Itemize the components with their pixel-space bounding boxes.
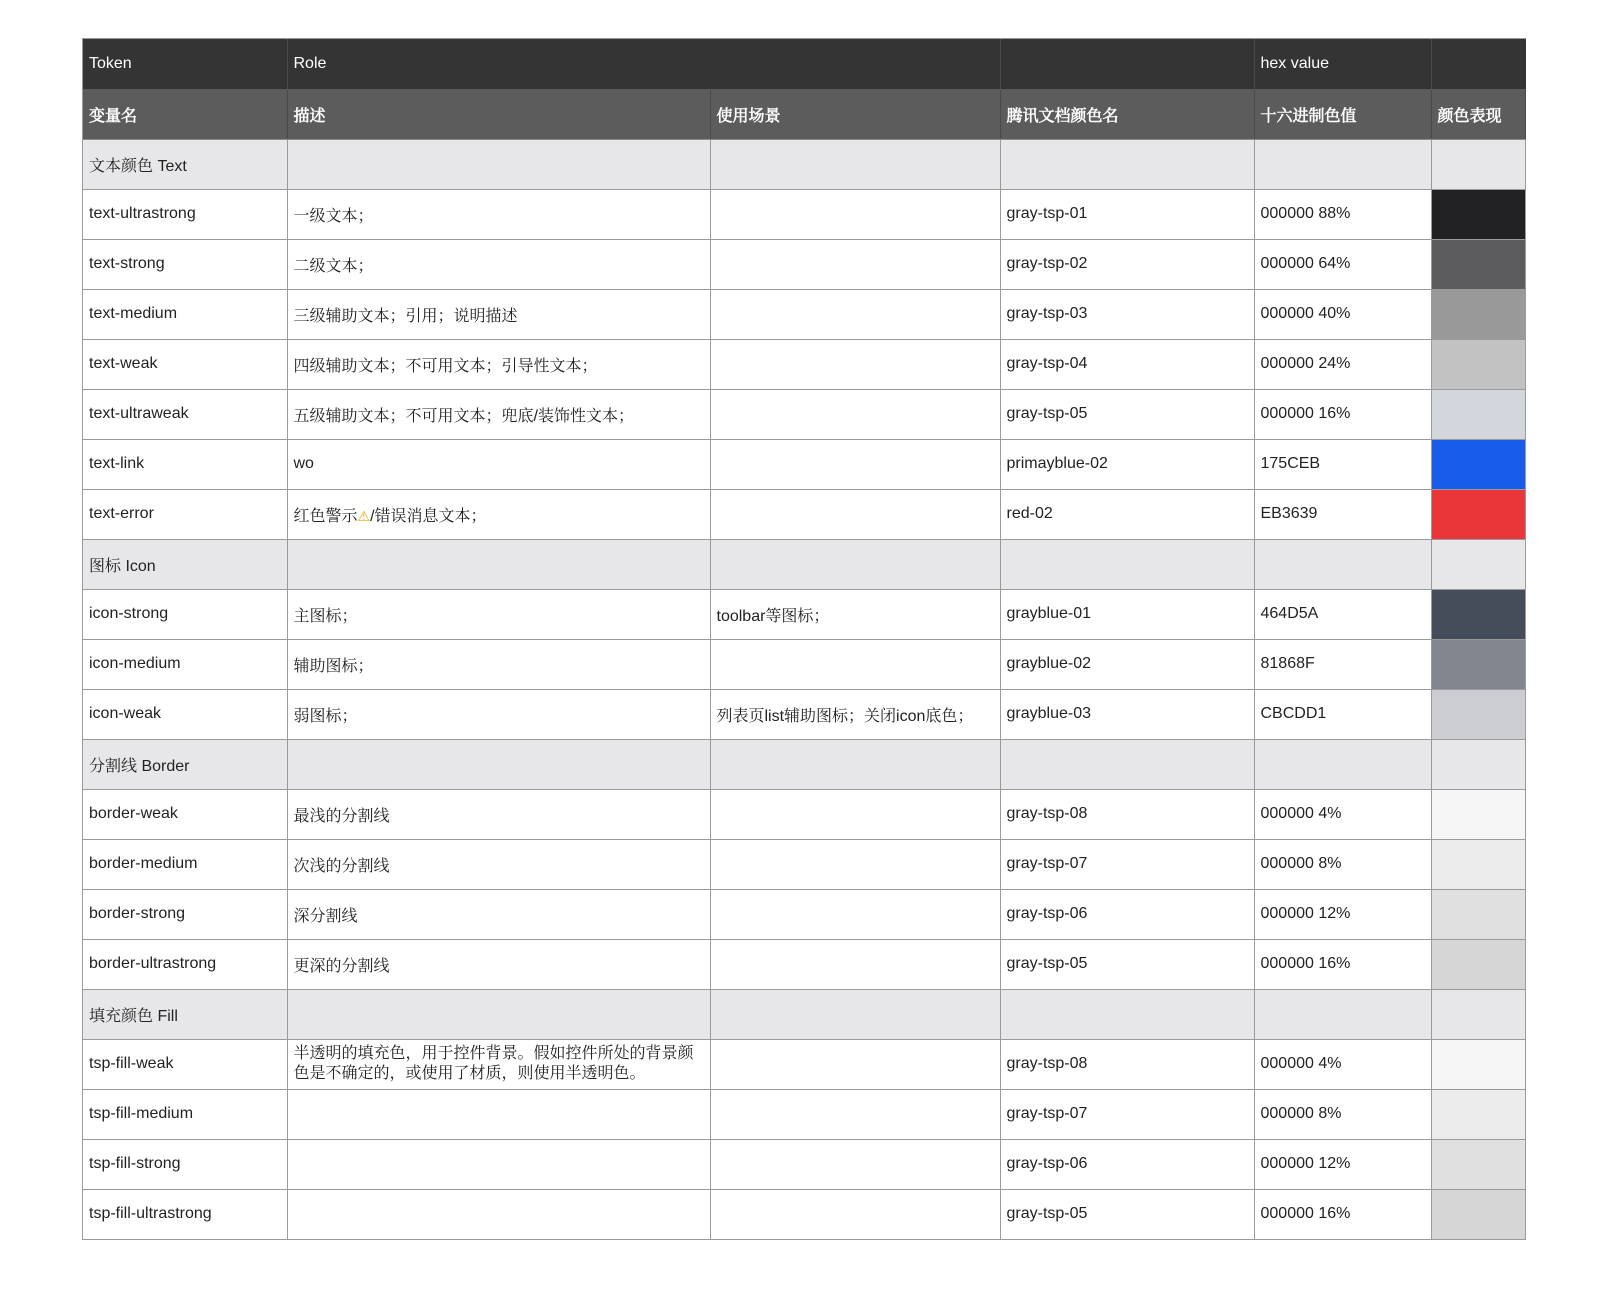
section-title: 文本颜色 Text [83,139,287,189]
hex-cell: 000000 16% [1254,939,1431,989]
usage-cell [710,789,1000,839]
table-row [83,1089,1525,1139]
section-empty-cell [1000,139,1254,189]
color-swatch [1431,1139,1525,1189]
token-cell: text-ultraweak [83,389,287,439]
usage-cell [710,1189,1000,1239]
desc-cell [287,1089,710,1139]
token-cell: tsp-fill-weak [83,1039,287,1089]
color-swatch [1431,189,1525,239]
section-empty-cell [1254,139,1431,189]
section-empty-cell [1431,989,1525,1039]
color-name-cell: gray-tsp-05 [1000,1189,1254,1239]
color-name-cell: grayblue-03 [1000,689,1254,739]
table-row [83,639,1525,689]
table-body [83,139,1525,1239]
usage-cell [710,339,1000,389]
hex-cell: 000000 4% [1254,789,1431,839]
desc-cell: 更深的分割线 [287,939,710,989]
section-empty-cell [287,739,710,789]
desc-cell [287,1189,710,1239]
token-cell: icon-strong [83,589,287,639]
table-row [83,789,1525,839]
color-swatch [1431,889,1525,939]
color-swatch [1431,289,1525,339]
desc-cell: 一级文本； [287,189,710,239]
hex-cell: 000000 24% [1254,339,1431,389]
section-empty-cell [710,989,1000,1039]
color-name-cell: gray-tsp-08 [1000,789,1254,839]
hex-cell: 175CEB [1254,439,1431,489]
warning-icon: ⚠ [357,507,371,524]
token-cell: border-strong [83,889,287,939]
token-cell: border-ultrastrong [83,939,287,989]
desc-cell: 深分割线 [287,889,710,939]
table-row [83,489,1525,539]
desc-cell [287,1139,710,1189]
table-row [83,589,1525,639]
section-empty-cell [710,139,1000,189]
header-blank [1000,39,1254,89]
header-row-english [83,39,1525,89]
usage-cell: toolbar等图标； [710,589,1000,639]
desc-cell: wo [287,439,710,489]
token-cell: text-medium [83,289,287,339]
color-name-cell: gray-tsp-06 [1000,1139,1254,1189]
color-name-cell: grayblue-02 [1000,639,1254,689]
color-name-cell: gray-tsp-02 [1000,239,1254,289]
color-name-cell: gray-tsp-07 [1000,1089,1254,1139]
hex-cell: 000000 16% [1254,389,1431,439]
color-name-cell: gray-tsp-06 [1000,889,1254,939]
color-swatch [1431,1089,1525,1139]
color-name-cell: gray-tsp-05 [1000,389,1254,439]
color-name-cell: gray-tsp-04 [1000,339,1254,389]
token-cell: icon-medium [83,639,287,689]
section-empty-cell [1431,139,1525,189]
token-cell: tsp-fill-strong [83,1139,287,1189]
header-var-name: 变量名 [83,89,287,139]
desc-cell: 五级辅助文本；不可用文本；兜底/装饰性文本； [287,389,710,439]
token-cell: text-error [83,489,287,539]
section-empty-cell [1254,739,1431,789]
hex-cell: 000000 88% [1254,189,1431,239]
section-row [83,539,1525,589]
section-title: 填充颜色 Fill [83,989,287,1039]
hex-cell: 000000 64% [1254,239,1431,289]
color-swatch [1431,339,1525,389]
header-usage: 使用场景 [710,89,1000,139]
section-row [83,139,1525,189]
hex-cell: 000000 8% [1254,839,1431,889]
section-title: 分割线 Border [83,739,287,789]
color-name-cell: red-02 [1000,489,1254,539]
token-cell: text-link [83,439,287,489]
usage-cell [710,289,1000,339]
color-token-table [83,39,1526,1239]
section-empty-cell [710,739,1000,789]
usage-cell [710,1039,1000,1089]
color-swatch [1431,439,1525,489]
table-row [83,1189,1525,1239]
table-row [83,1139,1525,1189]
table-row [83,239,1525,289]
color-swatch [1431,939,1525,989]
desc-cell: 次浅的分割线 [287,839,710,889]
usage-cell [710,189,1000,239]
hex-cell: 81868F [1254,639,1431,689]
color-name-cell: gray-tsp-03 [1000,289,1254,339]
header-hex: hex value [1254,39,1431,89]
usage-cell: 列表页list辅助图标；关闭icon底色； [710,689,1000,739]
usage-cell [710,239,1000,289]
usage-cell [710,389,1000,439]
section-empty-cell [1000,739,1254,789]
table-row [83,1039,1525,1089]
token-cell: tsp-fill-medium [83,1089,287,1139]
color-swatch [1431,1039,1525,1089]
section-empty-cell [1254,539,1431,589]
section-row [83,989,1525,1039]
color-name-cell: gray-tsp-07 [1000,839,1254,889]
section-empty-cell [287,139,710,189]
header-token: Token [83,39,287,89]
table-row [83,439,1525,489]
header-desc: 描述 [287,89,710,139]
hex-cell: 000000 12% [1254,889,1431,939]
usage-cell [710,639,1000,689]
section-empty-cell [287,539,710,589]
section-empty-cell [1431,739,1525,789]
section-title: 图标 Icon [83,539,287,589]
color-swatch [1431,789,1525,839]
desc-cell: 四级辅助文本；不可用文本；引导性文本； [287,339,710,389]
color-swatch [1431,389,1525,439]
hex-cell: 464D5A [1254,589,1431,639]
section-empty-cell [1254,989,1431,1039]
table-row [83,289,1525,339]
header-hex-value: 十六进制色值 [1254,89,1431,139]
token-cell: text-weak [83,339,287,389]
table-row [83,389,1525,439]
hex-cell: EB3639 [1254,489,1431,539]
table-row [83,889,1525,939]
usage-cell [710,489,1000,539]
usage-cell [710,939,1000,989]
section-empty-cell [287,989,710,1039]
desc-text: 红色警示 [293,507,358,525]
usage-cell [710,439,1000,489]
desc-cell: 主图标； [287,589,710,639]
color-token-table-container [82,38,1526,1240]
color-name-cell: gray-tsp-05 [1000,939,1254,989]
hex-cell: 000000 8% [1254,1089,1431,1139]
section-row [83,739,1525,789]
hex-cell: 000000 4% [1254,1039,1431,1089]
color-swatch [1431,1189,1525,1239]
usage-cell [710,889,1000,939]
usage-cell [710,839,1000,889]
color-swatch [1431,239,1525,289]
desc-cell: 半透明的填充色，用于控件背景。假如控件所处的背景颜色是不确定的，或使用了材质，则使用半透明色。 [287,1039,710,1089]
section-empty-cell [1000,539,1254,589]
header-role: Role [287,39,710,89]
hex-cell: CBCDD1 [1254,689,1431,739]
color-swatch [1431,689,1525,739]
color-name-cell: grayblue-01 [1000,589,1254,639]
color-swatch [1431,489,1525,539]
token-cell: border-medium [83,839,287,889]
table-row [83,189,1525,239]
table-row [83,839,1525,889]
color-swatch [1431,839,1525,889]
token-cell: tsp-fill-ultrastrong [83,1189,287,1239]
table-row [83,939,1525,989]
table-row [83,339,1525,389]
desc-text-after: /错误消息文本； [370,507,487,525]
header-role-cont [710,39,1000,89]
color-name-cell: gray-tsp-01 [1000,189,1254,239]
color-name-cell: gray-tsp-08 [1000,1039,1254,1089]
desc-cell [287,489,710,539]
color-swatch [1431,589,1525,639]
header-row-chinese [83,89,1525,139]
token-cell: border-weak [83,789,287,839]
token-cell: text-ultrastrong [83,189,287,239]
header-color-swatch: 颜色表现 [1431,89,1525,139]
hex-cell: 000000 12% [1254,1139,1431,1189]
desc-cell: 最浅的分割线 [287,789,710,839]
section-empty-cell [1431,539,1525,589]
header-color-name: 腾讯文档颜色名 [1000,89,1254,139]
usage-cell [710,1139,1000,1189]
table-row [83,689,1525,739]
color-swatch [1431,639,1525,689]
hex-cell: 000000 16% [1254,1189,1431,1239]
section-empty-cell [710,539,1000,589]
section-empty-cell [1000,989,1254,1039]
desc-cell: 三级辅助文本；引用；说明描述 [287,289,710,339]
token-cell: text-strong [83,239,287,289]
hex-cell: 000000 40% [1254,289,1431,339]
color-name-cell: primayblue-02 [1000,439,1254,489]
header-swatch-blank [1431,39,1525,89]
desc-cell: 辅助图标； [287,639,710,689]
usage-cell [710,1089,1000,1139]
desc-cell: 二级文本； [287,239,710,289]
desc-cell: 弱图标； [287,689,710,739]
token-cell: icon-weak [83,689,287,739]
